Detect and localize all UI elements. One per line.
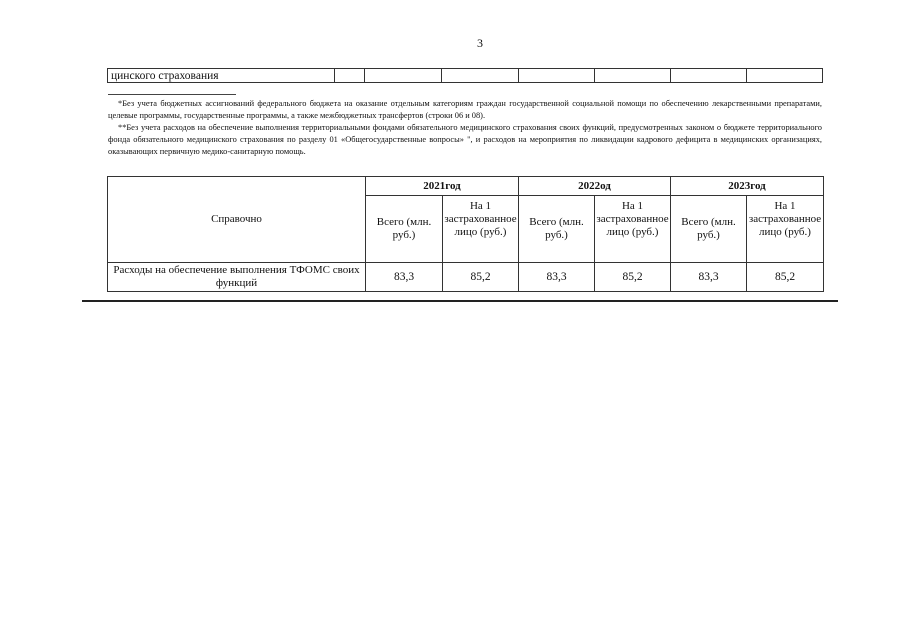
top-table-continuation bbox=[107, 68, 823, 83]
col-per-person-header: На 1 застрахованное лицо (руб.) bbox=[443, 196, 519, 263]
top-row-cell bbox=[747, 69, 823, 83]
table-header-row bbox=[108, 177, 824, 196]
top-row-cell bbox=[335, 69, 365, 83]
reference-table bbox=[107, 176, 824, 292]
year-header-2021: 2021год bbox=[366, 177, 519, 196]
row-label: Расходы на обеспечение выполнения ТФОМС своих функций bbox=[108, 263, 366, 292]
year-header-2023: 2023год bbox=[671, 177, 824, 196]
page-bottom-rule bbox=[82, 300, 838, 302]
footnote-1: *Без учета бюджетных ассигнований федерального бюджета на оказание отдельным категориям граждан государственной социальной помощи по обеспечению лекарственными препаратами, целевые программы, государственные программы, а также межбюджетных трансфертов (строки 06 и 08). bbox=[108, 99, 822, 120]
col-total-header: Всего (млн. руб.) bbox=[366, 196, 443, 263]
col-total-header: Всего (млн. руб.) bbox=[519, 196, 595, 263]
value-cell: 85,2 bbox=[443, 263, 519, 292]
col-per-person-header: На 1 застрахованное лицо (руб.) bbox=[747, 196, 824, 263]
top-row-cell bbox=[365, 69, 442, 83]
value-cell: 83,3 bbox=[519, 263, 595, 292]
col-per-person-header: На 1 застрахованное лицо (руб.) bbox=[595, 196, 671, 263]
value-cell: 85,2 bbox=[747, 263, 824, 292]
value-cell: 83,3 bbox=[671, 263, 747, 292]
top-row-cell bbox=[519, 69, 595, 83]
footnotes bbox=[108, 98, 822, 158]
footnote-separator bbox=[108, 94, 236, 95]
col-total-header: Всего (млн. руб.) bbox=[671, 196, 747, 263]
table-heading: Справочно bbox=[108, 177, 366, 263]
value-cell: 85,2 bbox=[595, 263, 671, 292]
top-row-cell bbox=[442, 69, 519, 83]
top-row-label: цинского страхования bbox=[108, 69, 335, 83]
table-row bbox=[108, 69, 823, 83]
page-number: 3 bbox=[477, 36, 483, 50]
year-header-2022: 2022од bbox=[519, 177, 671, 196]
table-row bbox=[108, 263, 824, 292]
value-cell: 83,3 bbox=[366, 263, 443, 292]
footnote-2: **Без учета расходов на обеспечение выполнения территориальными фондами обязательного медицинского страхования своих функций, предусмотренных законом о бюджете территориального фонда обязательного медицинского страхования по разделу 01 «Общегосударственные вопросы» ", и расходов на мероприятия по ликвидации кадрового дефицита в медицинских организациях, оказывающих первичную медико-санитарную помощь. bbox=[108, 123, 822, 156]
top-row-cell bbox=[595, 69, 671, 83]
top-row-cell bbox=[671, 69, 747, 83]
